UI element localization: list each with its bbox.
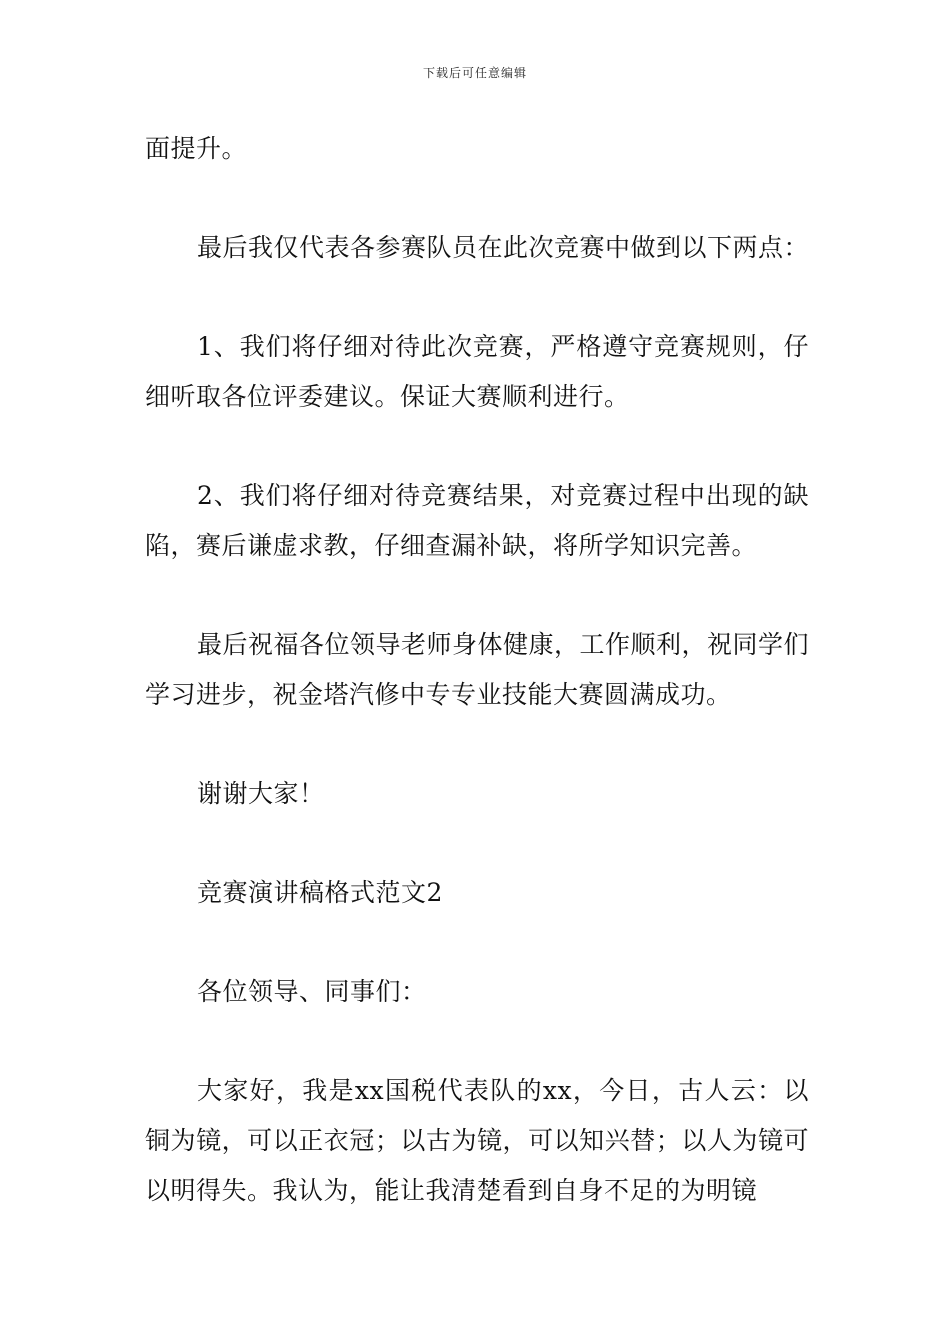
paragraph-thanks: 谢谢大家！ (197, 779, 325, 808)
paragraph-intro-points: 最后我仅代表各参赛队员在此次竞赛中做到以下两点： (197, 233, 810, 262)
paragraph-salutation: 各位领导、同事们： (197, 977, 427, 1006)
section-title: 竞赛演讲稿格式范文2 (197, 878, 443, 907)
paragraph-continuation: 面提升。 (145, 134, 248, 163)
document-body (145, 124, 809, 1216)
page-header: 下载后可任意编辑 (422, 66, 527, 80)
paragraph-point-1: 1、我们将仔细对待此次竞赛，严格遵守竞赛规则，仔细听取各位评委建议。保证大赛顺利进行。 (145, 332, 809, 411)
paragraph-speech-opening: 大家好，我是xx国税代表队的xx，今日，古人云：以铜为镜，可以正衣冠；以古为镜，可以知兴替；以人为镜可以明得失。我认为，能让我清楚看到自身不足的为明镜 (145, 1076, 809, 1205)
paragraph-blessing: 最后祝福各位领导老师身体健康，工作顺利，祝同学们学习进步，祝金塔汽修中专专业技能大赛圆满成功。 (145, 630, 810, 709)
paragraph-point-2: 2、我们将仔细对待竞赛结果，对竞赛过程中出现的缺陷，赛后谦虚求教，仔细查漏补缺，将所学知识完善。 (145, 481, 809, 560)
